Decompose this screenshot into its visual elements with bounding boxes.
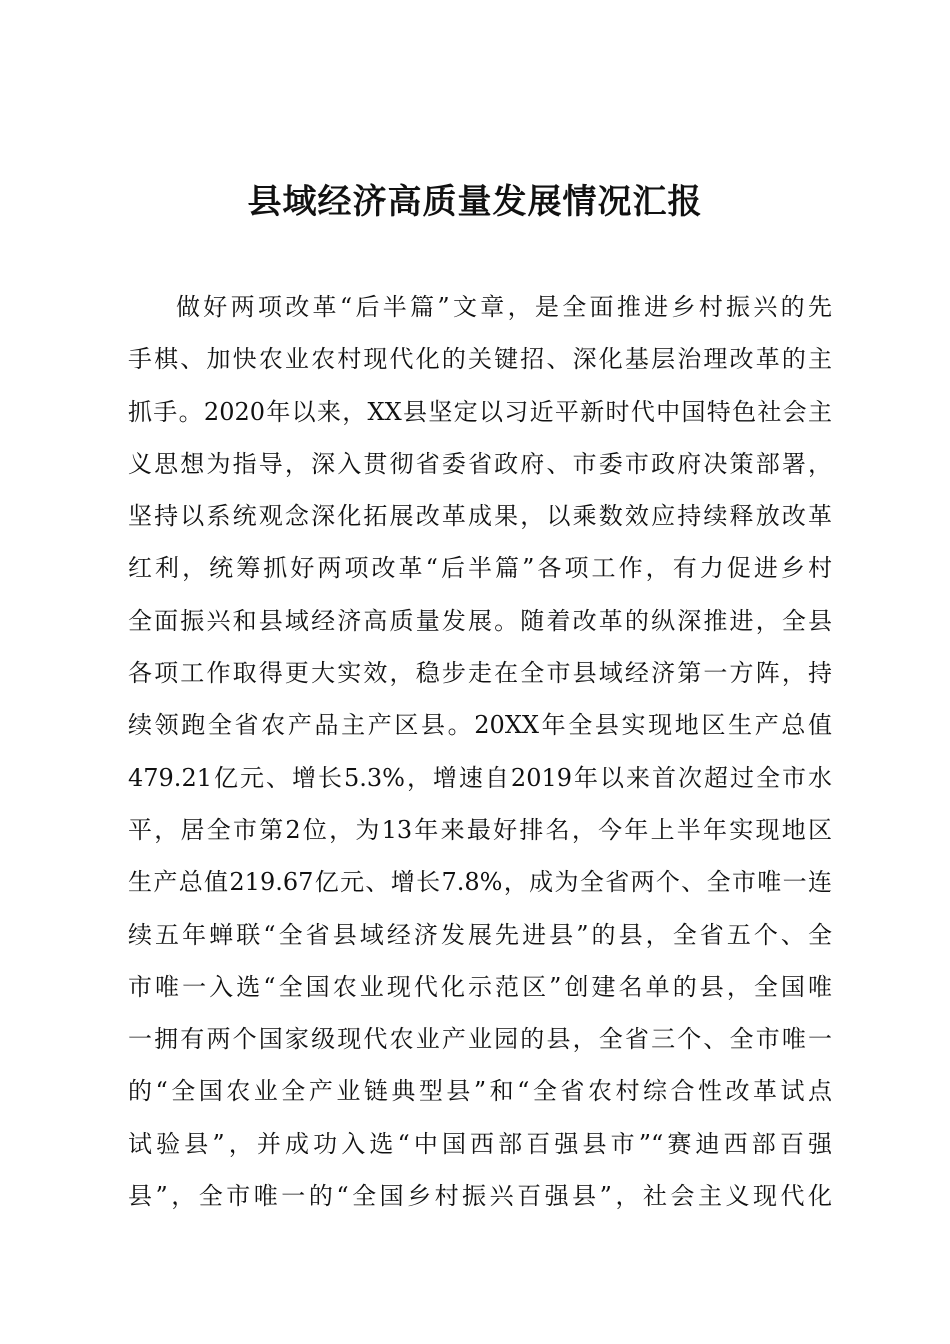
- paragraph-line: 做好两项改革“后半篇”文章，是全面推进乡村振兴的先: [176, 293, 832, 321]
- paragraph-line: 手棋、加快农业农村现代化的关键招、深化基层治理改革的主: [128, 345, 832, 374]
- paragraph-line: 一拥有两个国家级现代农业产业园的县，全省三个、全市唯一: [128, 1025, 832, 1054]
- document-body: [128, 281, 832, 1222]
- paragraph-line: 义思想为指导，深入贯彻省委省政府、市委市政府决策部署，: [128, 449, 832, 478]
- paragraph-line: 生产总值219.67亿元、增长7.8%，成为全省两个、全市唯一连: [128, 868, 832, 897]
- paragraph-line: 县”，全市唯一的“全国乡村振兴百强县”，社会主义现代化: [128, 1182, 832, 1211]
- paragraph-line: 试验县”，并成功入选“中国西部百强县市”“赛迪西部百强: [128, 1129, 832, 1158]
- paragraph-line: 市唯一入选“全国农业现代化示范区”创建名单的县，全国唯: [128, 972, 832, 1001]
- paragraph-line: 续五年蝉联“全省县域经济发展先进县”的县，全省五个、全: [128, 920, 832, 949]
- paragraph-line: 各项工作取得更大实效，稳步走在全市县域经济第一方阵，持: [128, 659, 832, 688]
- paragraph-line: 续领跑全省农产品主产区县。20XX年全县实现地区生产总值: [128, 711, 832, 740]
- paragraph-line: 479.21亿元、增长5.3%，增速自2019年以来首次超过全市水: [128, 763, 832, 792]
- paragraph-line: 抓手。2020年以来，XX县坚定以习近平新时代中国特色社会主: [128, 397, 832, 426]
- document-title: 县域经济高质量发展情况汇报: [247, 182, 703, 222]
- paragraph-line: 的“全国农业全产业链典型县”和“全省农村综合性改革试点: [128, 1077, 832, 1106]
- paragraph-line: 全面振兴和县域经济高质量发展。随着改革的纵深推进，全县: [128, 606, 832, 635]
- paragraph-line: 坚持以系统观念深化拓展改革成果，以乘数效应持续释放改革: [128, 502, 832, 531]
- paragraph-line: 红利，统筹抓好两项改革“后半篇”各项工作，有力促进乡村: [128, 554, 832, 583]
- paragraph-line: 平，居全市第2位，为13年来最好排名，今年上半年实现地区: [128, 815, 832, 844]
